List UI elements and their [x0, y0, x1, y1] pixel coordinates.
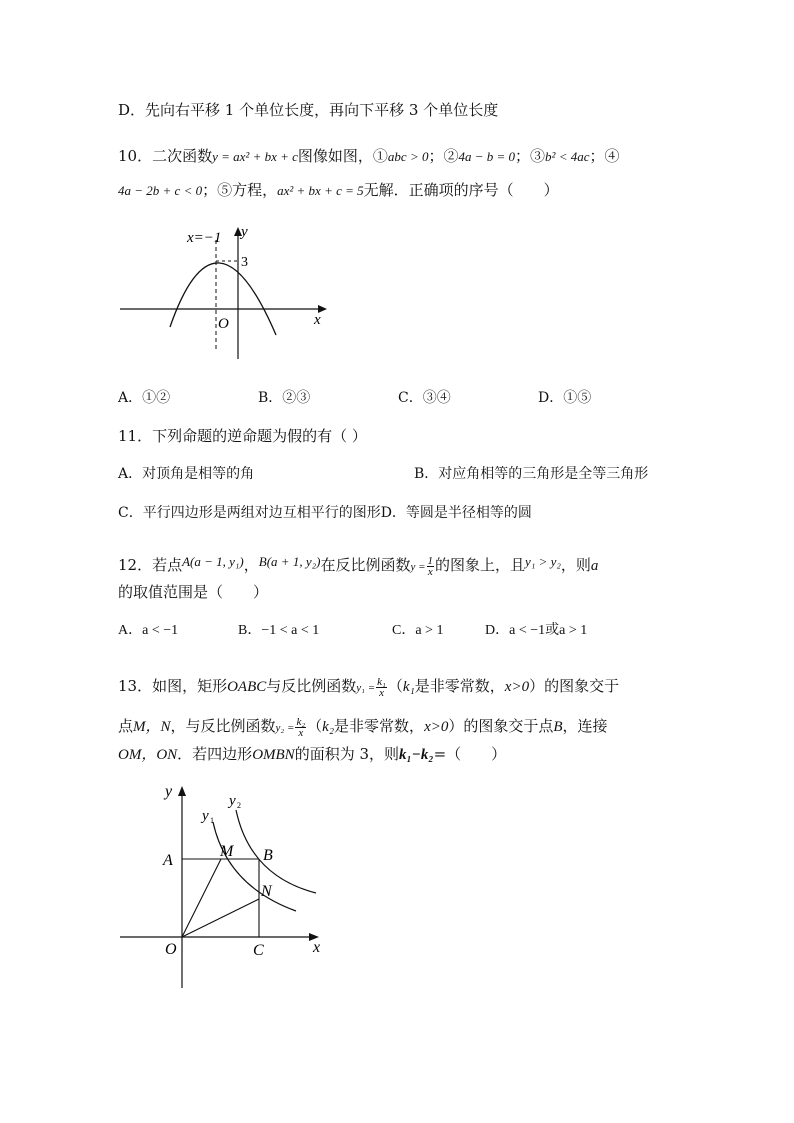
q13-text-11: ，连接: [562, 717, 608, 735]
q10-parabola-figure: [115, 222, 335, 367]
q13-text-14: =（ ）: [433, 745, 507, 763]
q13-ombn: OMBN: [252, 747, 295, 763]
q12-stem-line2: 的取值范围是（ ）: [118, 583, 269, 601]
q10-text-5: ；④: [589, 147, 620, 165]
q13-text-4: 是非零常数，: [414, 677, 505, 695]
q13-stem-line3: [118, 744, 506, 765]
q11-option-cd: C．平行四边形是两组对边互相平行的图形D．等圆是半径相等的圆: [118, 505, 532, 521]
q10-number: 10．: [118, 147, 153, 165]
q13-figure: [115, 778, 335, 993]
q13-mn: M，N: [133, 719, 171, 735]
q10-equation: ax² + bx + c = 5: [277, 183, 364, 198]
q13-label-y2-sub: 2: [237, 801, 241, 810]
q13-frac-1: [376, 677, 387, 698]
q10-label-three: 3: [241, 255, 248, 270]
q12-option-a: [118, 620, 178, 641]
q13-label-o: O: [165, 941, 177, 958]
q12-option-a-text: A．a < −1: [118, 623, 179, 638]
q10-option-d: D．①⑤: [538, 390, 592, 406]
q13-segment-on: [182, 899, 259, 937]
q12-point-b: B(a + 1, y₂): [258, 554, 321, 569]
q13-frac1-den: x: [379, 686, 384, 699]
q10-label-x-eq: x=−1: [187, 230, 222, 246]
q13-text-13: 的面积为 3，则: [294, 745, 399, 763]
q12-option-c-text: C．a > 1: [392, 623, 444, 638]
q13-y-arrow: [178, 786, 186, 796]
q10-label-origin: O: [218, 316, 229, 332]
q11-stem: 11．下列命题的逆命题为假的有（ ）: [118, 427, 367, 445]
q13-text-5: ）的图象交于: [529, 677, 620, 695]
q12-var-a: a: [590, 558, 599, 574]
q10-text-1: 二次函数: [152, 147, 213, 165]
q13-text-8: （: [307, 717, 323, 735]
q10-stem-line2: [118, 180, 559, 201]
q12-option-d: [485, 620, 587, 641]
q11-option-a: A．对顶角是相等的角: [118, 466, 255, 482]
q13-k2: k₂: [322, 719, 335, 735]
q12-stem-line1: [118, 552, 598, 577]
q13-x-pos: x>0: [504, 679, 530, 695]
q13-y2-eq: y₂ =: [275, 722, 295, 734]
q13-frac2-den: x: [298, 726, 304, 739]
q12-frac-num: 1: [427, 554, 434, 567]
q13-kdiff: k₁−k₂: [399, 747, 434, 763]
q12-text-1: 在反比例函数: [320, 556, 411, 574]
q10-stem-line1: [118, 146, 620, 167]
q10-text-4: ；③: [515, 147, 546, 165]
q12-number: 12．若点: [118, 556, 183, 574]
q13-label-n: N: [261, 883, 272, 900]
q12-point-a: A(a − 1, y₁): [182, 554, 244, 569]
q12-func-y: y =: [410, 561, 426, 573]
q10-option-c: C．③④: [398, 390, 451, 406]
q13-y1-eq: y₁ =: [356, 682, 376, 694]
q10-option-a: A．①②: [118, 390, 171, 406]
q12-comma: ，: [243, 556, 259, 574]
q13-om-on: OM，ON: [118, 747, 178, 763]
q13-label-b: B: [263, 847, 273, 864]
q10-text-2: 图像如图，①: [297, 147, 388, 165]
q13-oabc: OABC: [227, 679, 267, 695]
q10-function: y = ax² + bx + c: [212, 149, 298, 164]
q13-text-7: ，与反比例函数: [170, 717, 276, 735]
q13-text-1: 13．如图，矩形: [118, 677, 228, 695]
q10-option-b: B．②③: [258, 390, 311, 406]
q13-label-y1-sub: 1: [210, 816, 214, 825]
q13-frac-2: [295, 717, 306, 738]
q9-option-d: D．先向右平移 1 个单位长度，再向下平移 3 个单位长度: [118, 101, 499, 119]
q10-cond-1: abc > 0: [387, 149, 429, 164]
q13-curve-y1: [213, 822, 296, 911]
q13-curve-y2: [236, 810, 316, 893]
q13-label-y2: y: [229, 793, 236, 809]
q13-point-b: B: [553, 719, 563, 735]
q13-label-c: C: [253, 942, 264, 959]
q12-frac-den: x: [427, 565, 433, 578]
q13-stem-line1: [118, 676, 619, 698]
q12-condition: y₁ > y₂: [525, 554, 561, 569]
q13-stem-line2: [118, 716, 608, 738]
q11-option-b: B．对应角相等的三角形是全等三角形: [414, 466, 649, 482]
q13-k1: k₁: [402, 679, 415, 695]
q12-text-2: 的图象上，且: [435, 556, 526, 574]
q13-label-a: A: [163, 852, 173, 869]
q10-label-y: y: [241, 224, 248, 240]
q12-option-d-text: D．a < −1或a > 1: [485, 623, 588, 638]
q13-frac2-num: k₂: [296, 715, 306, 728]
q10-cond-2: 4a − b = 0: [458, 149, 516, 164]
q13-label-x: x: [313, 939, 321, 956]
q12-text-3: ，则: [560, 556, 591, 574]
q12-option-b-text: B．−1 < a < 1: [238, 623, 320, 638]
q10-text-6: ；⑤方程，: [202, 181, 278, 199]
q12-option-b: [238, 620, 319, 641]
q13-text-3: （: [387, 677, 403, 695]
q13-frac1-num: k₁: [377, 675, 386, 688]
q12-option-c: [392, 620, 443, 641]
q10-text-7: 无解．正确项的序号（ ）: [363, 181, 559, 199]
q13-x-pos-2: x>0: [424, 719, 449, 735]
q13-label-y: y: [165, 783, 173, 800]
q10-cond-4: 4a − 2b + c < 0: [118, 183, 203, 198]
q12-fraction: [427, 556, 435, 577]
q13-label-y1: y: [202, 808, 209, 824]
q13-text-6: 点: [118, 717, 134, 735]
q13-label-m: M: [220, 843, 234, 860]
q13-text-9: 是非零常数，: [334, 717, 425, 735]
q13-text-12: ．若四边形: [177, 745, 253, 763]
q13-text-2: 与反比例函数: [266, 677, 357, 695]
q13-segment-om: [182, 859, 221, 937]
q10-cond-3: b² < 4ac: [545, 149, 590, 164]
q10-label-x: x: [314, 312, 321, 328]
q10-text-3: ；②: [428, 147, 459, 165]
q13-text-10: ）的图象交于点: [448, 717, 554, 735]
